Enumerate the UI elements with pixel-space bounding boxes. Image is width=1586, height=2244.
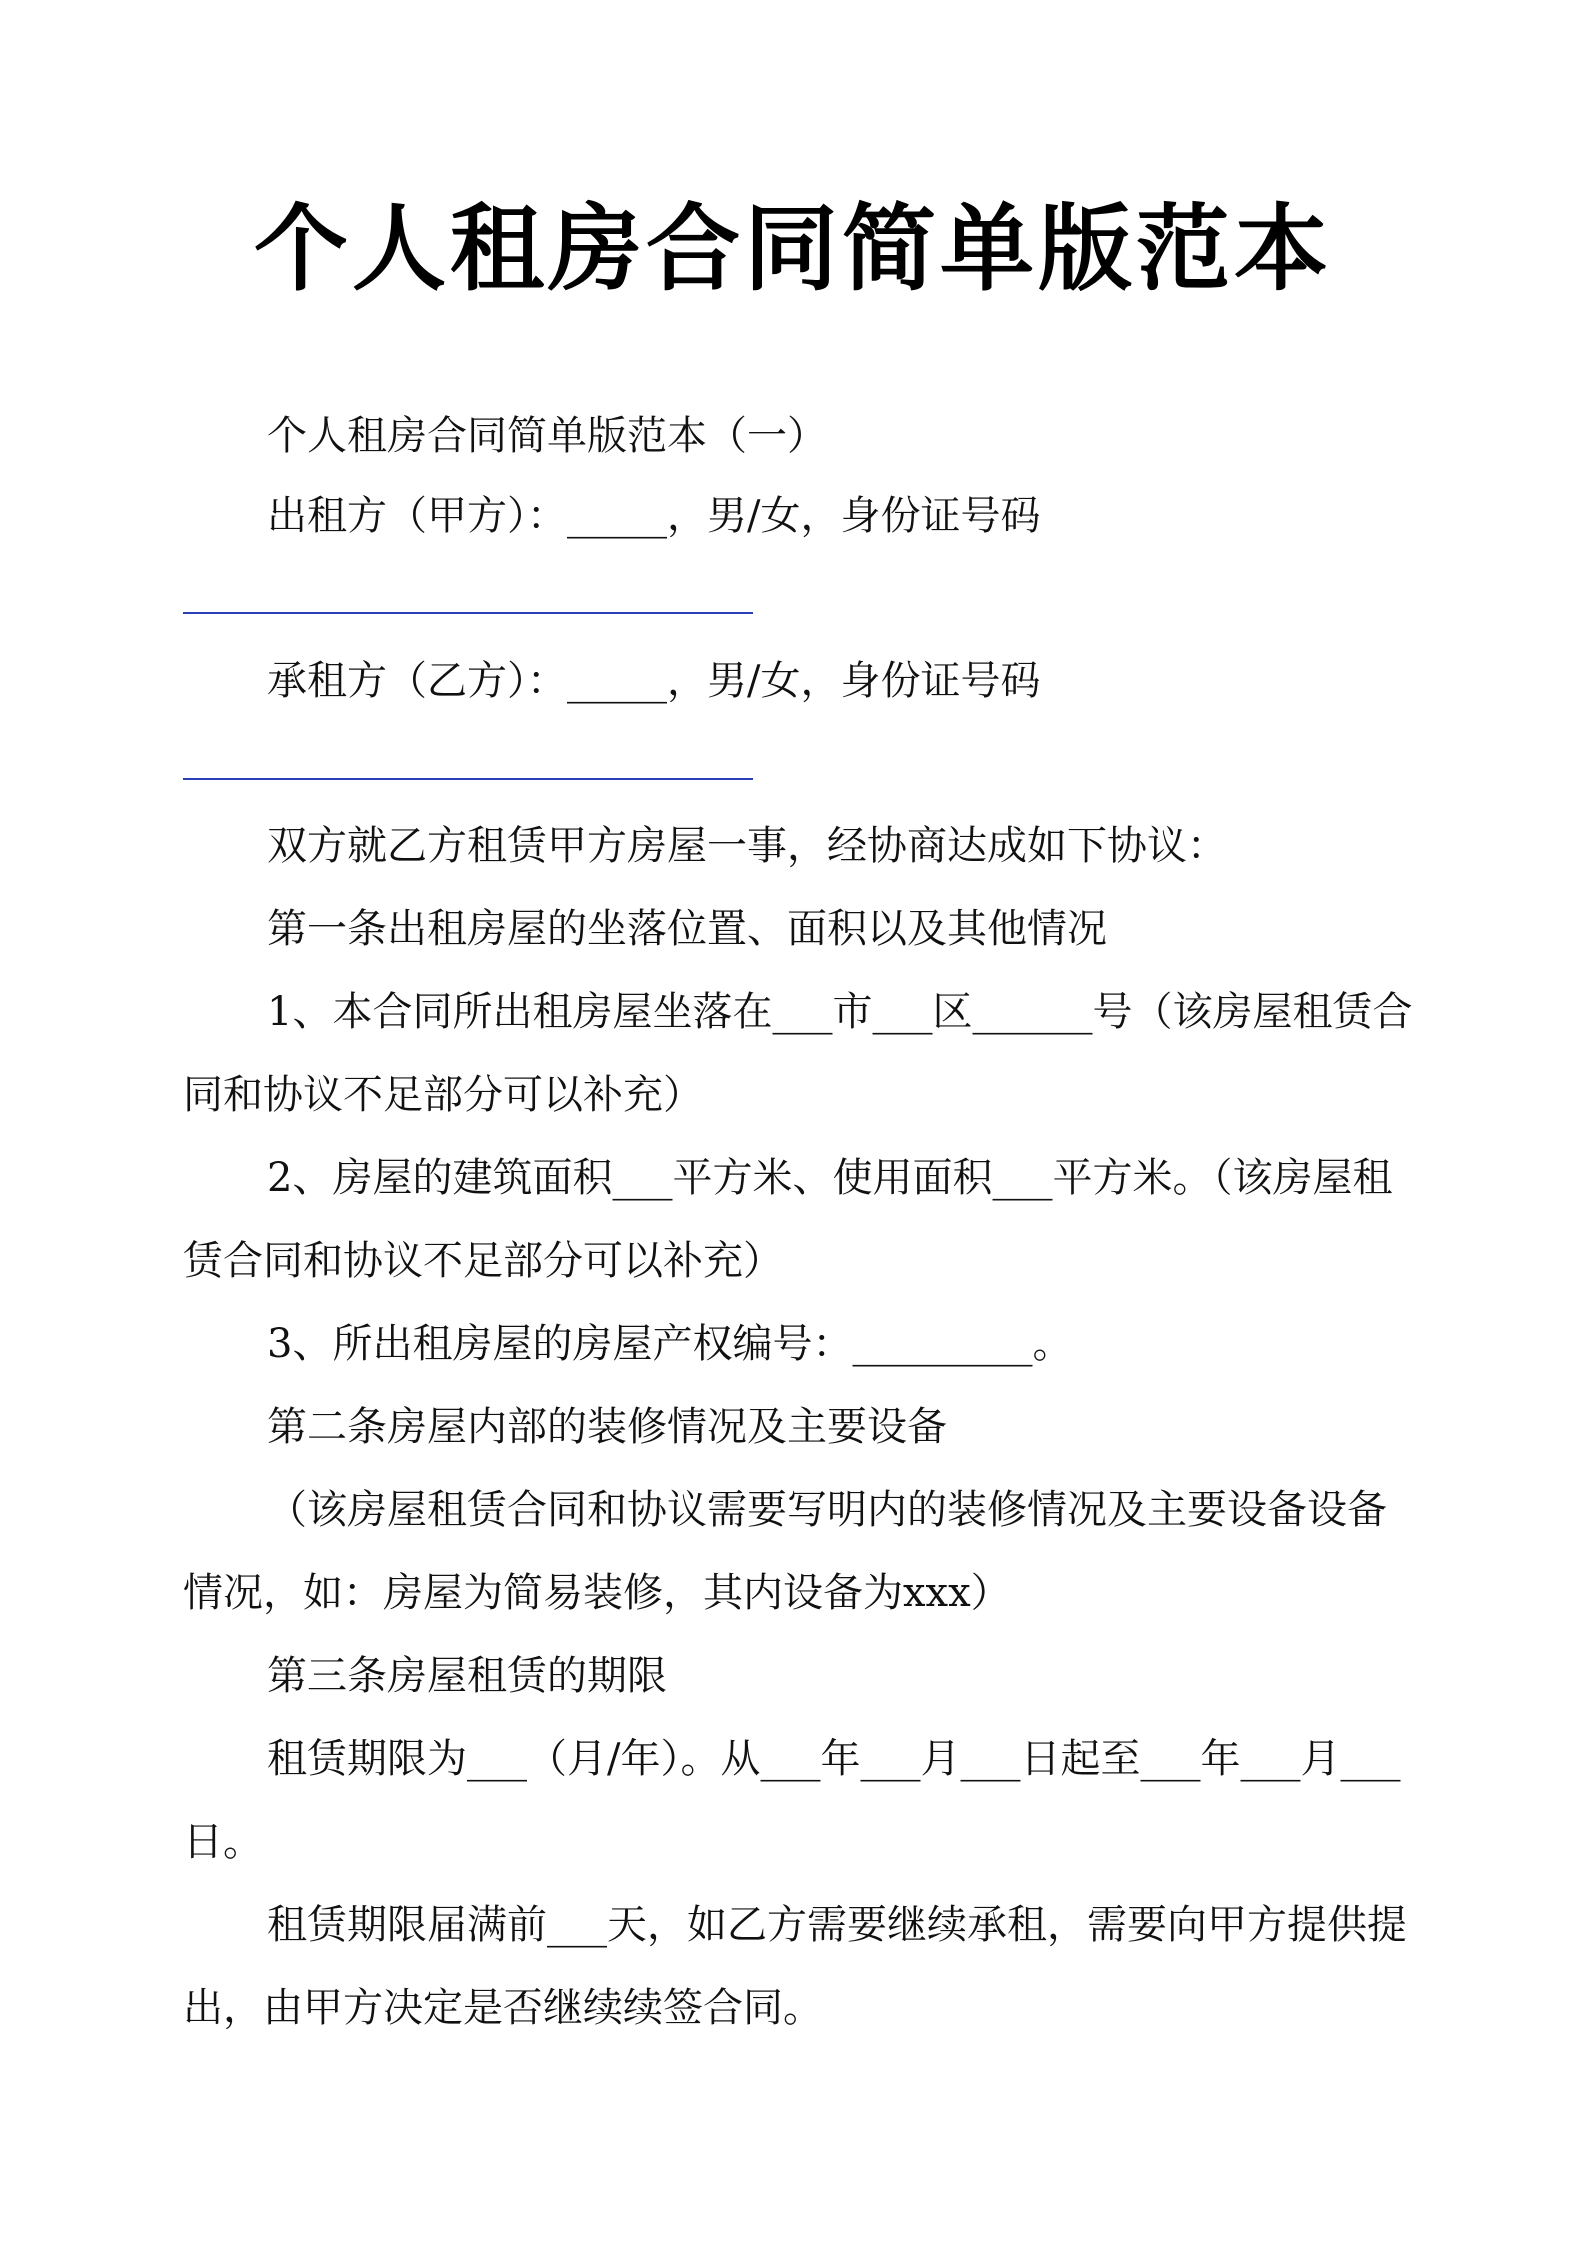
clause-decoration: （该房屋租赁合同和协议需要写明内的装修情况及主要设备设备情况，如：房屋为简易装修，其内设备为xxx） [183,1487,1387,1616]
lessor-id-underline [183,612,753,614]
clause-area: 2、房屋的建筑面积___平方米、使用面积___平方米。（该房屋租赁合同和协议不足部分可以补充） [183,1155,1393,1284]
agreement-intro: 双方就乙方租赁甲方房屋一事，经协商达成如下协议： [267,823,1227,869]
lessee-id-underline [183,778,753,780]
lessee-line: 承租方（乙方）：_____，男/女，身份证号码 [267,658,1041,704]
clause-lease-term: 租赁期限为___（月/年）。从___年___月___日起至___年___月___日。 [183,1736,1401,1865]
lessor-line: 出租方（甲方）：_____，男/女，身份证号码 [267,493,1041,539]
clause-location: 1、本合同所出租房屋坐落在___市___区______号（该房屋租赁合同和协议不足部分可以补充） [183,989,1413,1118]
clause-property-number: 3、所出租房屋的房屋产权编号：_________。 [267,1321,1073,1367]
document-title: 个人租房合同简单版范本 [253,195,1332,304]
clause-renewal: 租赁期限届满前___天，如乙方需要继续承租，需要向甲方提供提出，由甲方决定是否继续续签合同。 [183,1902,1407,2031]
section-heading-one: 个人租房合同简单版范本（一） [267,413,827,459]
article-two-heading: 第二条房屋内部的装修情况及主要设备 [267,1404,947,1450]
article-three-heading: 第三条房屋租赁的期限 [267,1653,667,1699]
article-one-heading: 第一条出租房屋的坐落位置、面积以及其他情况 [267,906,1107,952]
